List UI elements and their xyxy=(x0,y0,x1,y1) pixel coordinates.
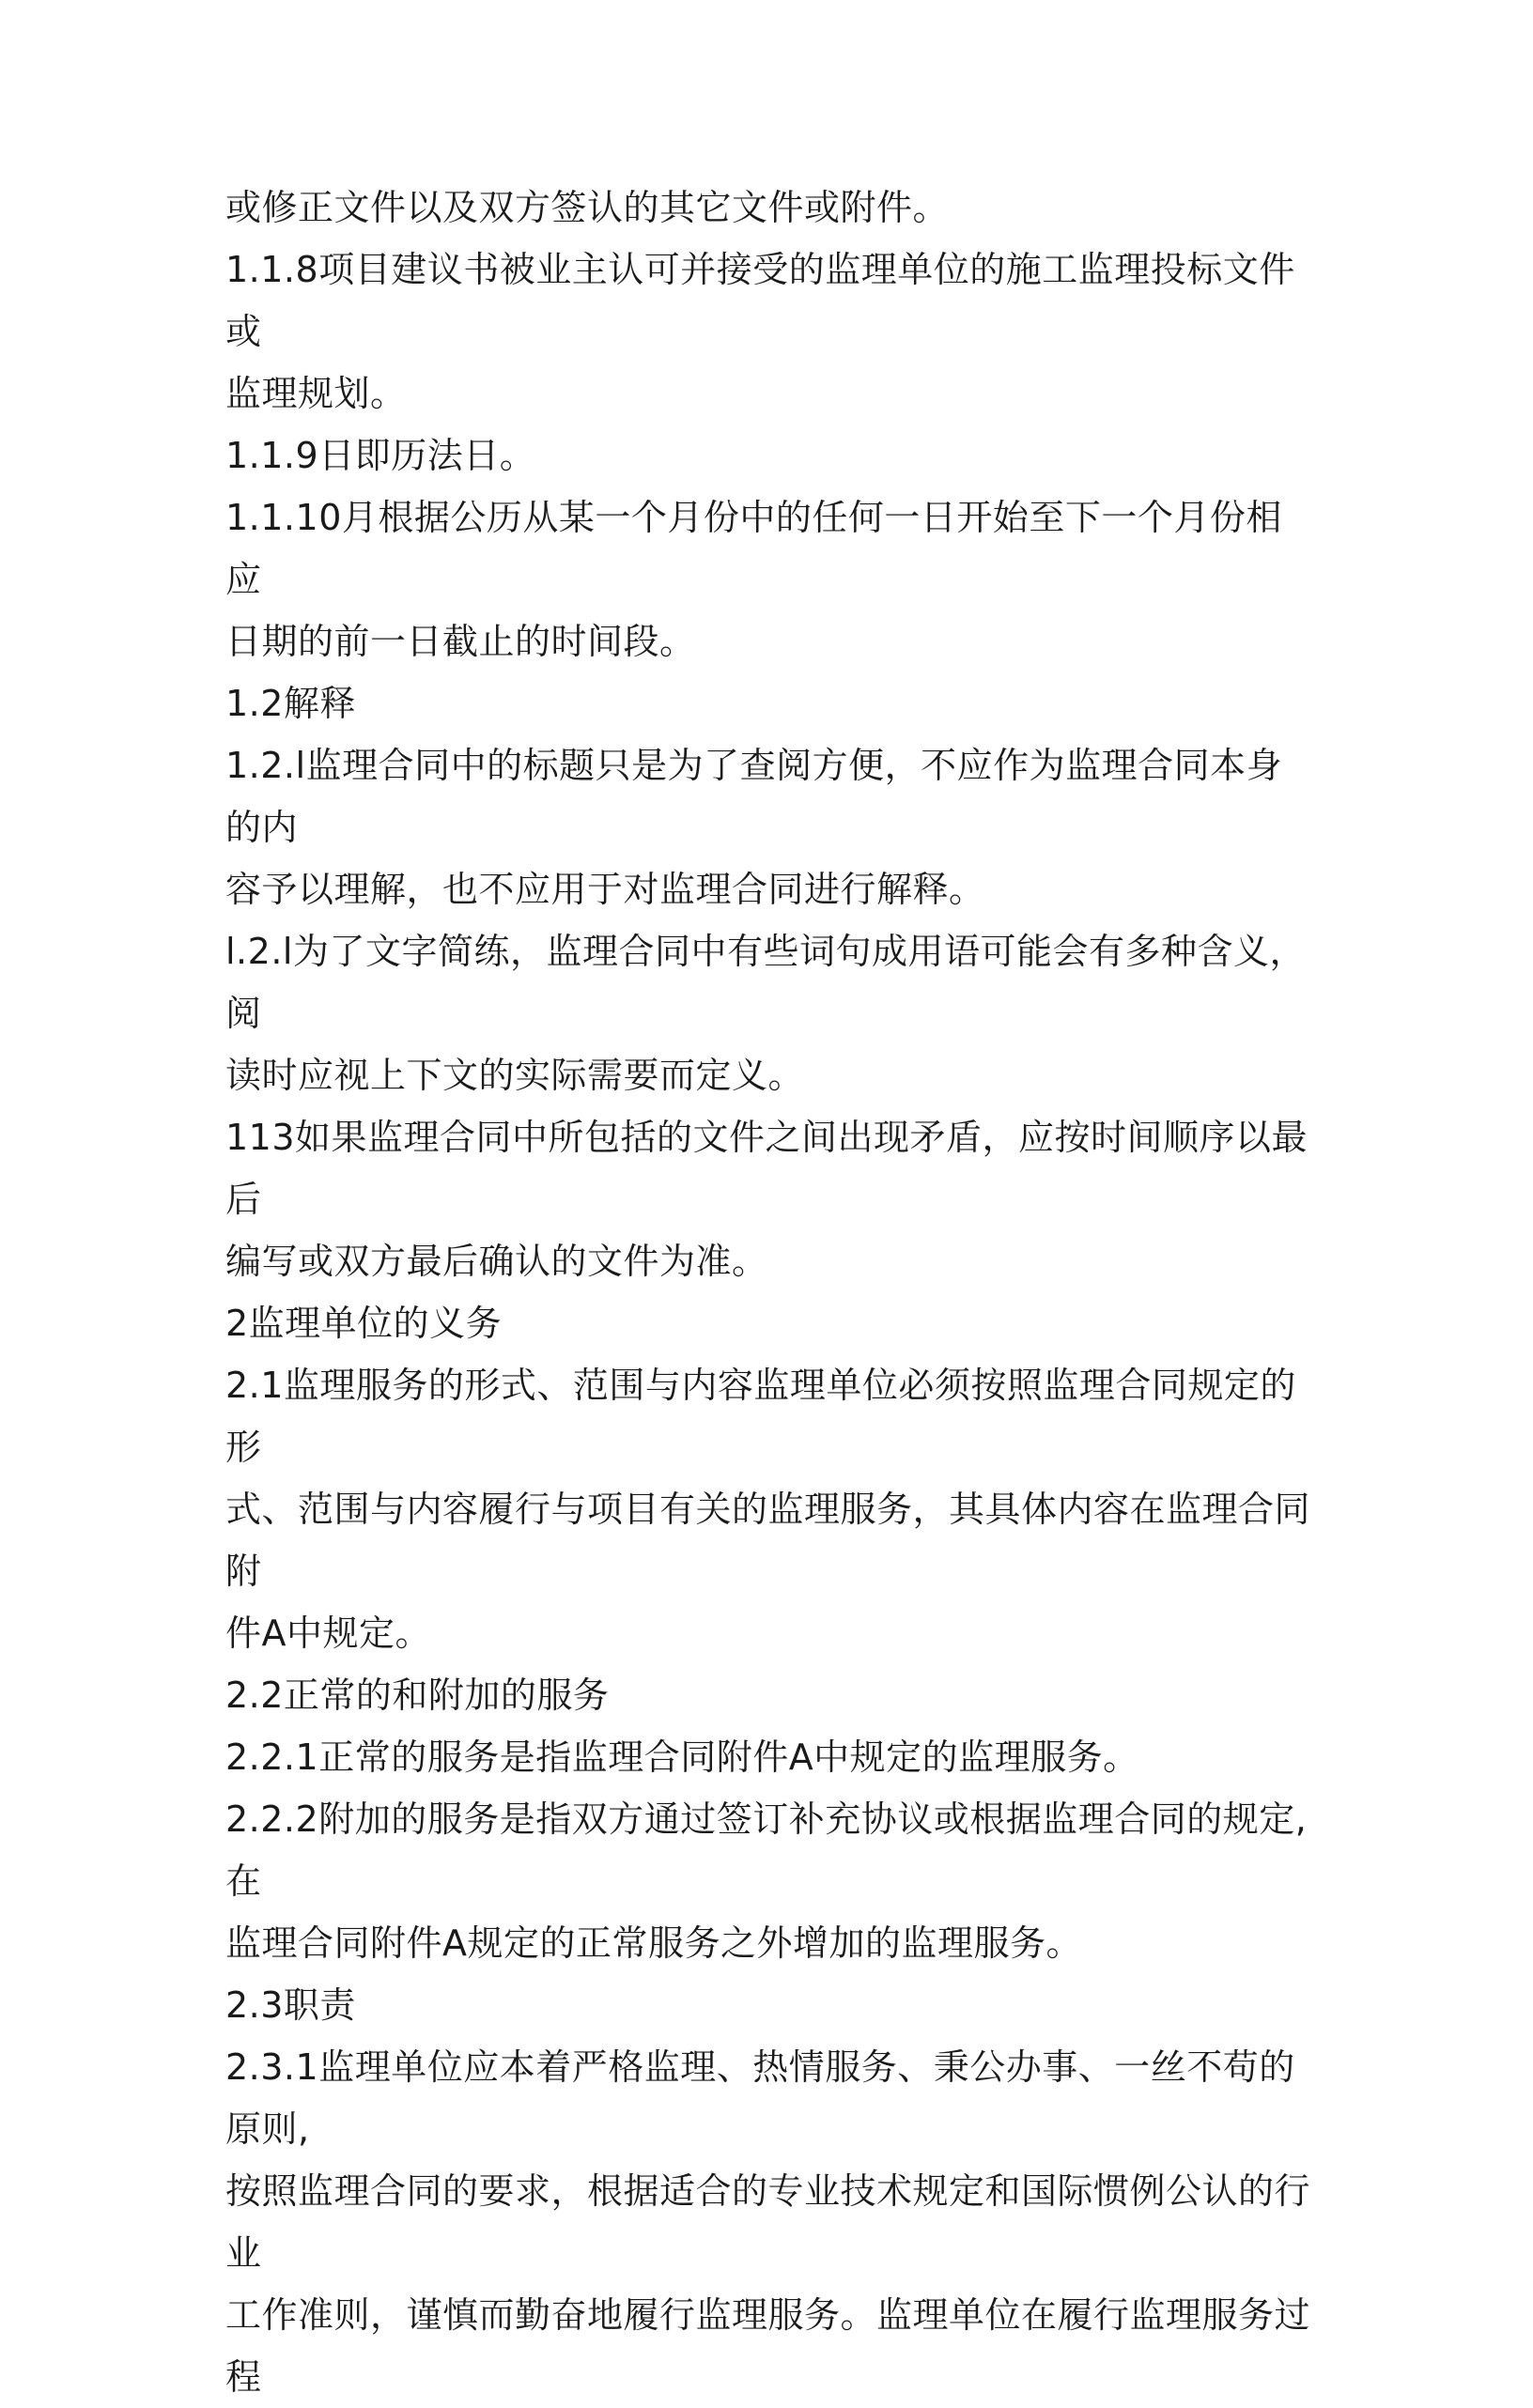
paragraph-line: 2监理单位的义务 xyxy=(225,1303,503,1344)
paragraph-line: 容予以理解，也不应用于对监理合同进行解释。 xyxy=(225,869,985,910)
paragraph-line: 1.1.8项目建议书被业主认可并接受的监理单位的施工监理投标文件或 xyxy=(225,249,1295,352)
paragraph-line: 1.1.9日即历法日。 xyxy=(225,435,536,476)
paragraph xyxy=(225,1788,1315,1974)
paragraph-line: 2.3职责 xyxy=(225,1984,356,2026)
paragraph xyxy=(225,734,1315,920)
paragraph-line: 113如果监理合同中所包括的文件之间出现矛盾，应按时间顺序以最后 xyxy=(225,1117,1308,1220)
paragraph xyxy=(225,424,1315,486)
paragraph-line: 监理规划。 xyxy=(225,373,407,414)
paragraph-line: 2.1监理服务的形式、范围与内容监理单位必须按照监理合同规定的形 xyxy=(225,1365,1296,1468)
paragraph-line: 2.2.1正常的服务是指监理合同附件A中规定的监理服务。 xyxy=(225,1737,1139,1778)
paragraph xyxy=(225,1664,1315,1726)
paragraph-line: 读时应视上下文的实际需要而定义。 xyxy=(225,1055,805,1096)
paragraph-line: 日期的前一日截止的时间段。 xyxy=(225,621,696,662)
paragraph-line: 工作准则，谨慎而勤奋地履行监理服务。监理单位在履行监理服务过程 xyxy=(225,2294,1311,2398)
paragraph-line: 2.2正常的和附加的服务 xyxy=(225,1675,610,1716)
document-body xyxy=(225,177,1315,2408)
paragraph-line: 式、范围与内容履行与项目有关的监理服务，其具体内容在监理合同附 xyxy=(225,1489,1311,1592)
paragraph-line: 编写或双方最后确认的文件为准。 xyxy=(225,1241,768,1282)
paragraph xyxy=(225,920,1315,1106)
paragraph-line: 2.2.2附加的服务是指双方通过签订补充协议或根据监理合同的规定,在 xyxy=(225,1798,1308,1902)
paragraph-line: l.2.l为了文字简练，监理合同中有些词句成用语可能会有多种含义，阅 xyxy=(225,931,1306,1034)
paragraph-line: 1.2解释 xyxy=(225,683,356,724)
paragraph-line: 或修正文件以及双方签认的其它文件或附件。 xyxy=(225,187,950,228)
paragraph-line: 1.2.l监理合同中的标题只是为了查阅方便，不应作为监理合同本身的内 xyxy=(225,745,1283,848)
paragraph-line: 监理合同附件A规定的正常服务之外增加的监理服务。 xyxy=(225,1922,1082,1964)
paragraph xyxy=(225,239,1315,424)
paragraph xyxy=(225,486,1315,672)
paragraph xyxy=(225,672,1315,734)
paragraph xyxy=(225,1106,1315,1292)
paragraph xyxy=(225,1292,1315,1354)
paragraph xyxy=(225,1726,1315,1788)
paragraph-line: 件A中规定。 xyxy=(225,1613,431,1654)
paragraph-line: 1.1.10月根据公历从某一个月份中的任何一日开始至下一个月份相应 xyxy=(225,497,1282,600)
paragraph-line: 2.3.1监理单位应本着严格监理、热情服务、秉公办事、一丝不苟的原则, xyxy=(225,2046,1295,2150)
paragraph xyxy=(225,2036,1315,2408)
paragraph-line: 按照监理合同的要求，根据适合的专业技术规定和国际惯例公认的行业 xyxy=(225,2170,1311,2274)
paragraph xyxy=(225,177,1315,239)
paragraph xyxy=(225,1354,1315,1664)
